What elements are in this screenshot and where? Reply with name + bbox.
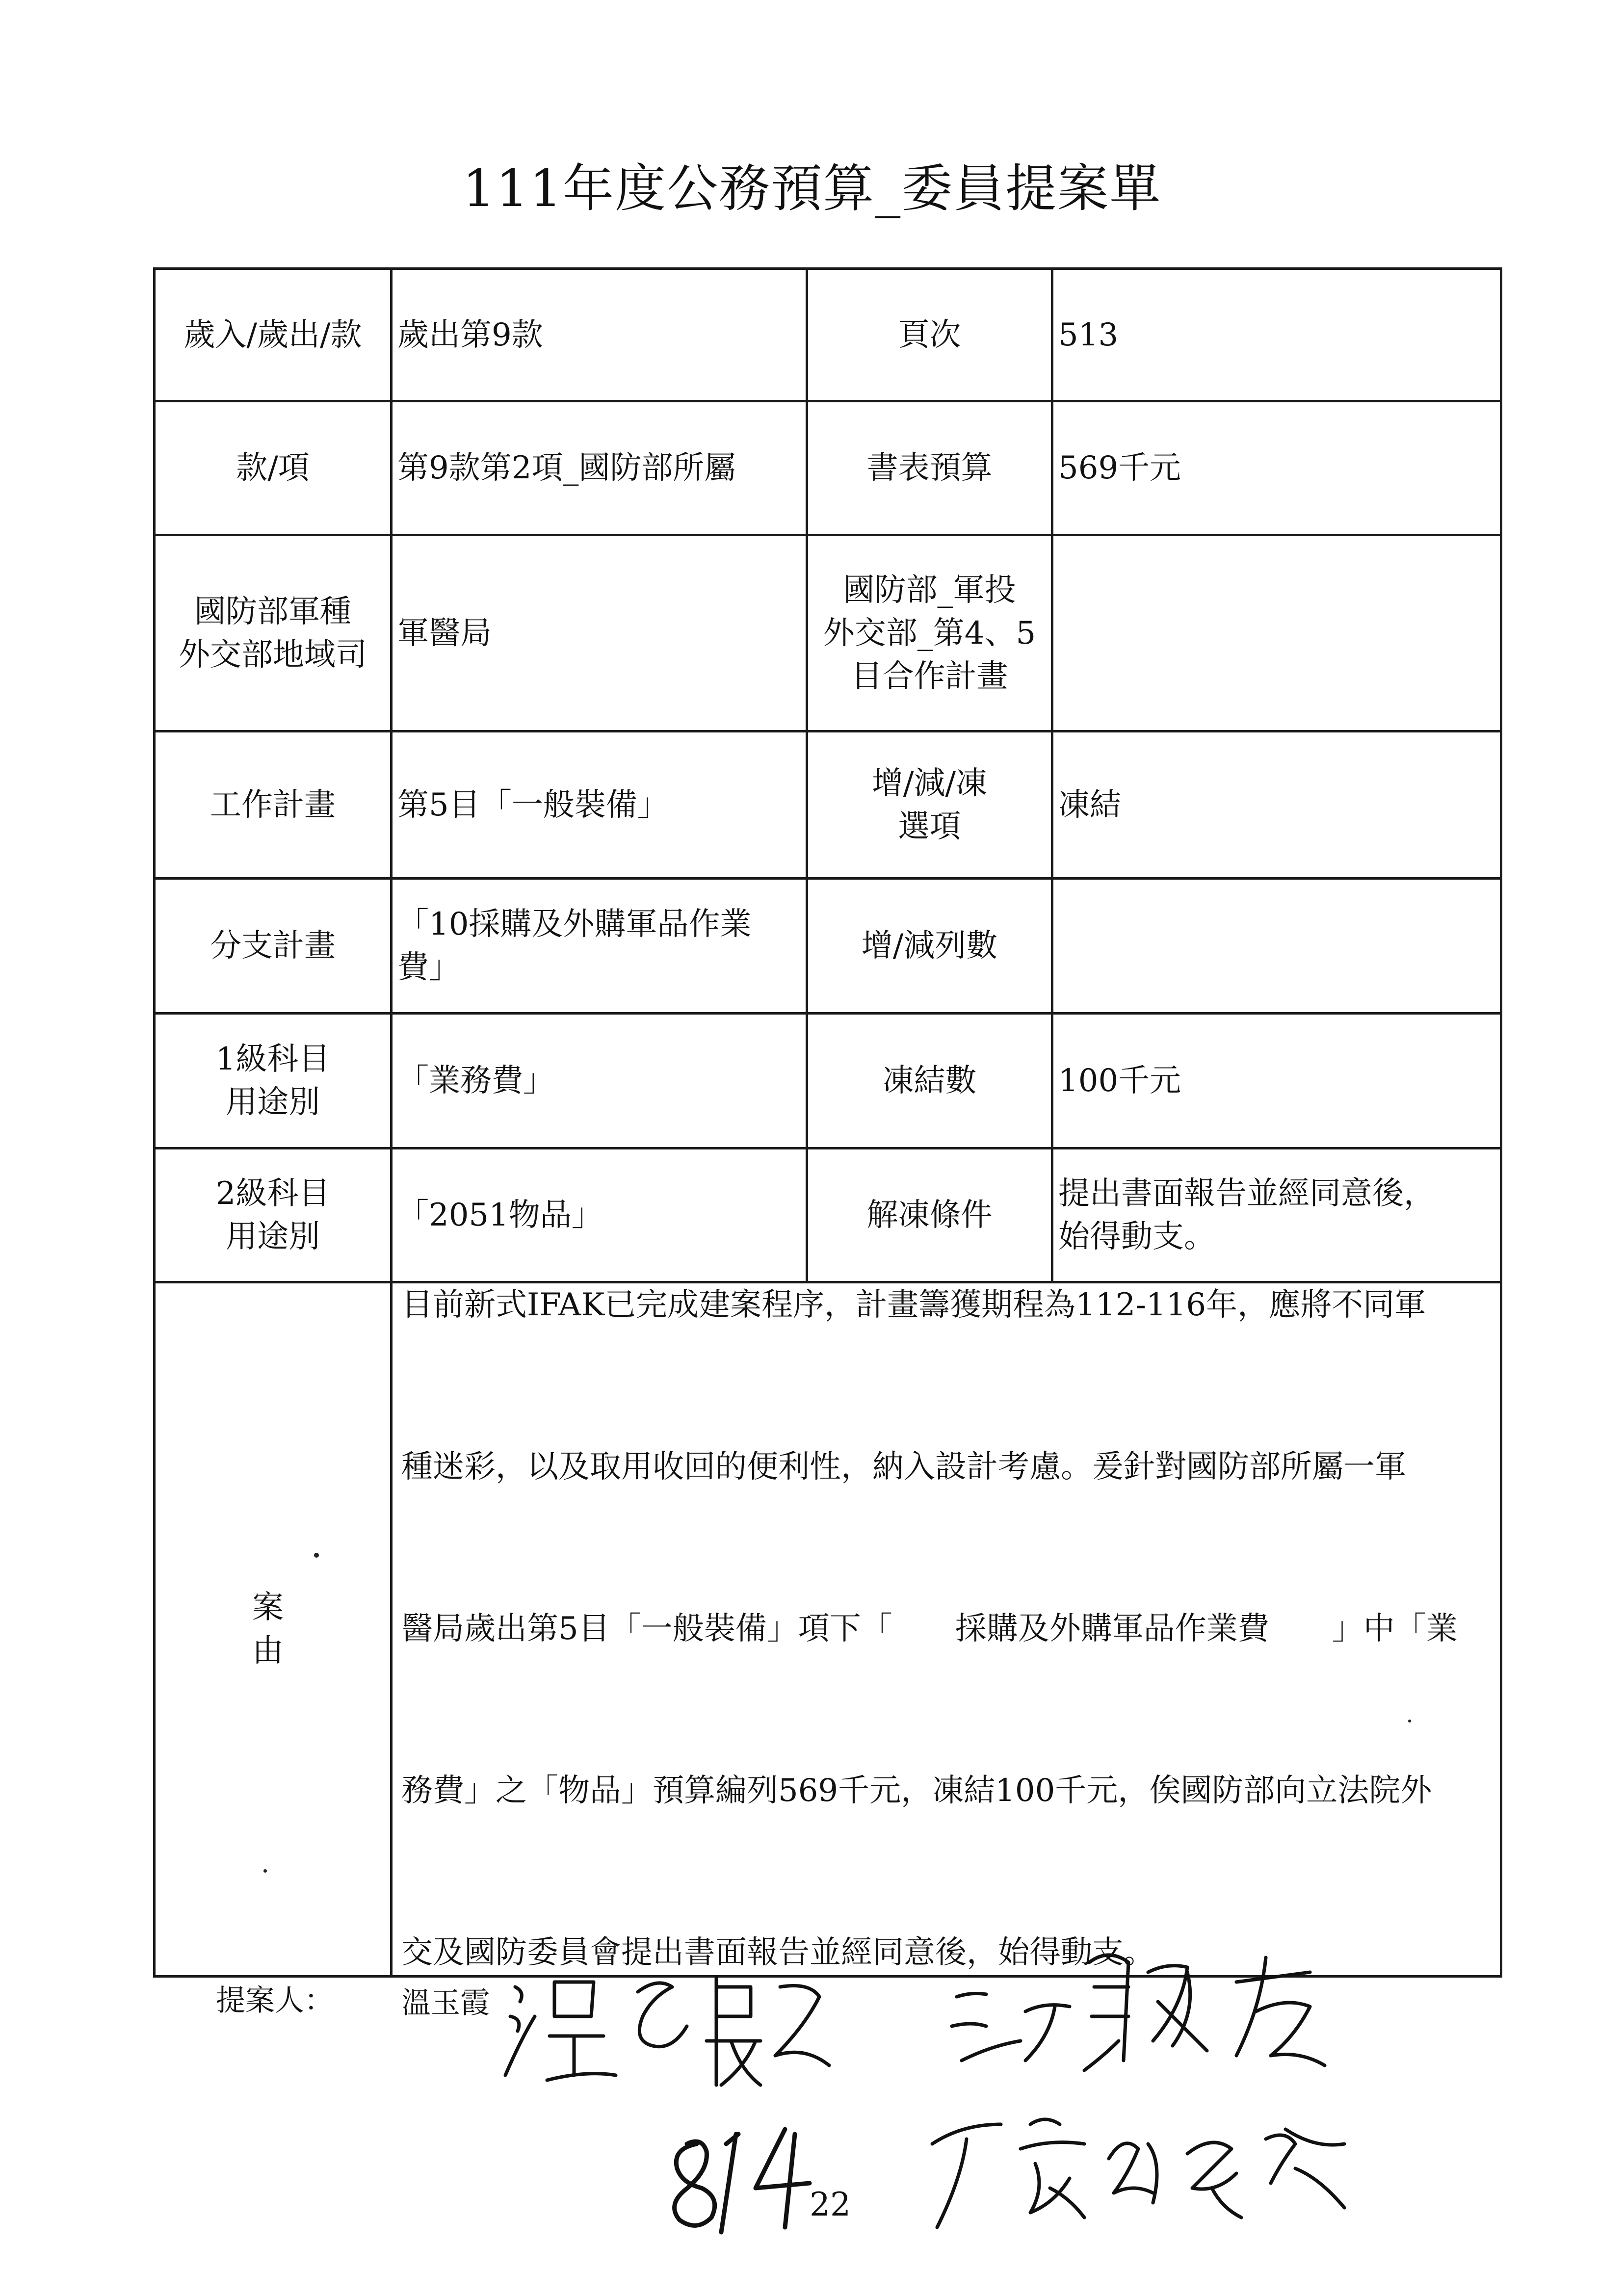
handwritten-signature-1 [500, 1957, 854, 2095]
form-row [155, 269, 1501, 401]
form-row [155, 401, 1501, 535]
field-label: 歲入/歲出/款 [155, 269, 392, 401]
field-value: 100千元 [1052, 1014, 1501, 1148]
handwritten-signature-2 [942, 1943, 1344, 2080]
field-label: 凍結數 [807, 1014, 1052, 1148]
field-label: 國防部_軍投 外交部_第4、5 目合作計畫 [807, 535, 1052, 731]
scan-dot [1408, 1720, 1411, 1722]
field-value: 凍結 [1052, 731, 1501, 879]
reason-line: 交及國防委員會提出書面報告並經同意後，始得動支。 [401, 1934, 1155, 1971]
reason-line: 務費」之「物品」預算編列569千元，凍結100千元，俟國防部向立法院外 [401, 1773, 1432, 1809]
form-row [155, 731, 1501, 879]
field-value: 「10採購及外購軍品作業 費」 [392, 879, 807, 1014]
reason-row [155, 1282, 1501, 1977]
reason-line: 種迷彩，以及取用收回的便利性，納入設計考慮。爰針對國防部所屬一軍 [401, 1449, 1406, 1485]
reason-text [392, 1282, 1501, 1977]
field-label: 1級科目 用途別 [155, 1014, 392, 1148]
proposal-form-table [153, 267, 1502, 1978]
field-value [1052, 879, 1501, 1014]
handwritten-number-814 [657, 2114, 824, 2237]
field-value: 提出書面報告並經同意後， 始得動支。 [1052, 1148, 1501, 1282]
reason-line: 目前新式IFAK已完成建案程序，計畫籌獲期程為112-116年，應將不同軍 [401, 1287, 1426, 1323]
page-number: 22 [810, 2186, 851, 2223]
handwritten-signature-3 [922, 2100, 1364, 2247]
field-label: 2級科目 用途別 [155, 1148, 392, 1282]
field-value: 軍醫局 [392, 535, 807, 731]
field-value: 「業務費」 [392, 1014, 807, 1148]
form-row [155, 535, 1501, 731]
scan-dot [314, 1553, 319, 1558]
reason-line: 醫局歲出第5目「一般裝備」項下「 採購及外購軍品作業費 」中「業 [401, 1611, 1458, 1647]
field-value: 第9款第2項_國防部所屬 [392, 401, 807, 535]
field-value [1052, 535, 1501, 731]
field-label: 國防部軍種 外交部地域司 [155, 535, 392, 731]
form-row [155, 1148, 1501, 1282]
form-row [155, 879, 1501, 1014]
field-label: 解凍條件 [807, 1148, 1052, 1282]
field-label: 分支計畫 [155, 879, 392, 1014]
field-label: 書表預算 [807, 401, 1052, 535]
page-title: 111年度公務預算_委員提案單 [462, 158, 1162, 218]
field-value: 513 [1052, 269, 1501, 401]
field-value: 「2051物品」 [392, 1148, 807, 1282]
reason-label: 案由 [155, 1282, 392, 1977]
proposer-name: 溫玉霞 [401, 1986, 490, 2020]
form-row [155, 1014, 1501, 1148]
scan-dot [263, 1869, 267, 1873]
proposer-label: 提案人： [216, 1983, 334, 2018]
field-label: 增/減/凍 選項 [807, 731, 1052, 879]
field-value: 第5目「一般裝備」 [392, 731, 807, 879]
field-label: 款/項 [155, 401, 392, 535]
field-value: 歲出第9款 [392, 269, 807, 401]
field-label: 工作計畫 [155, 731, 392, 879]
field-label: 頁次 [807, 269, 1052, 401]
field-label: 增/減列數 [807, 879, 1052, 1014]
field-value: 569千元 [1052, 401, 1501, 535]
